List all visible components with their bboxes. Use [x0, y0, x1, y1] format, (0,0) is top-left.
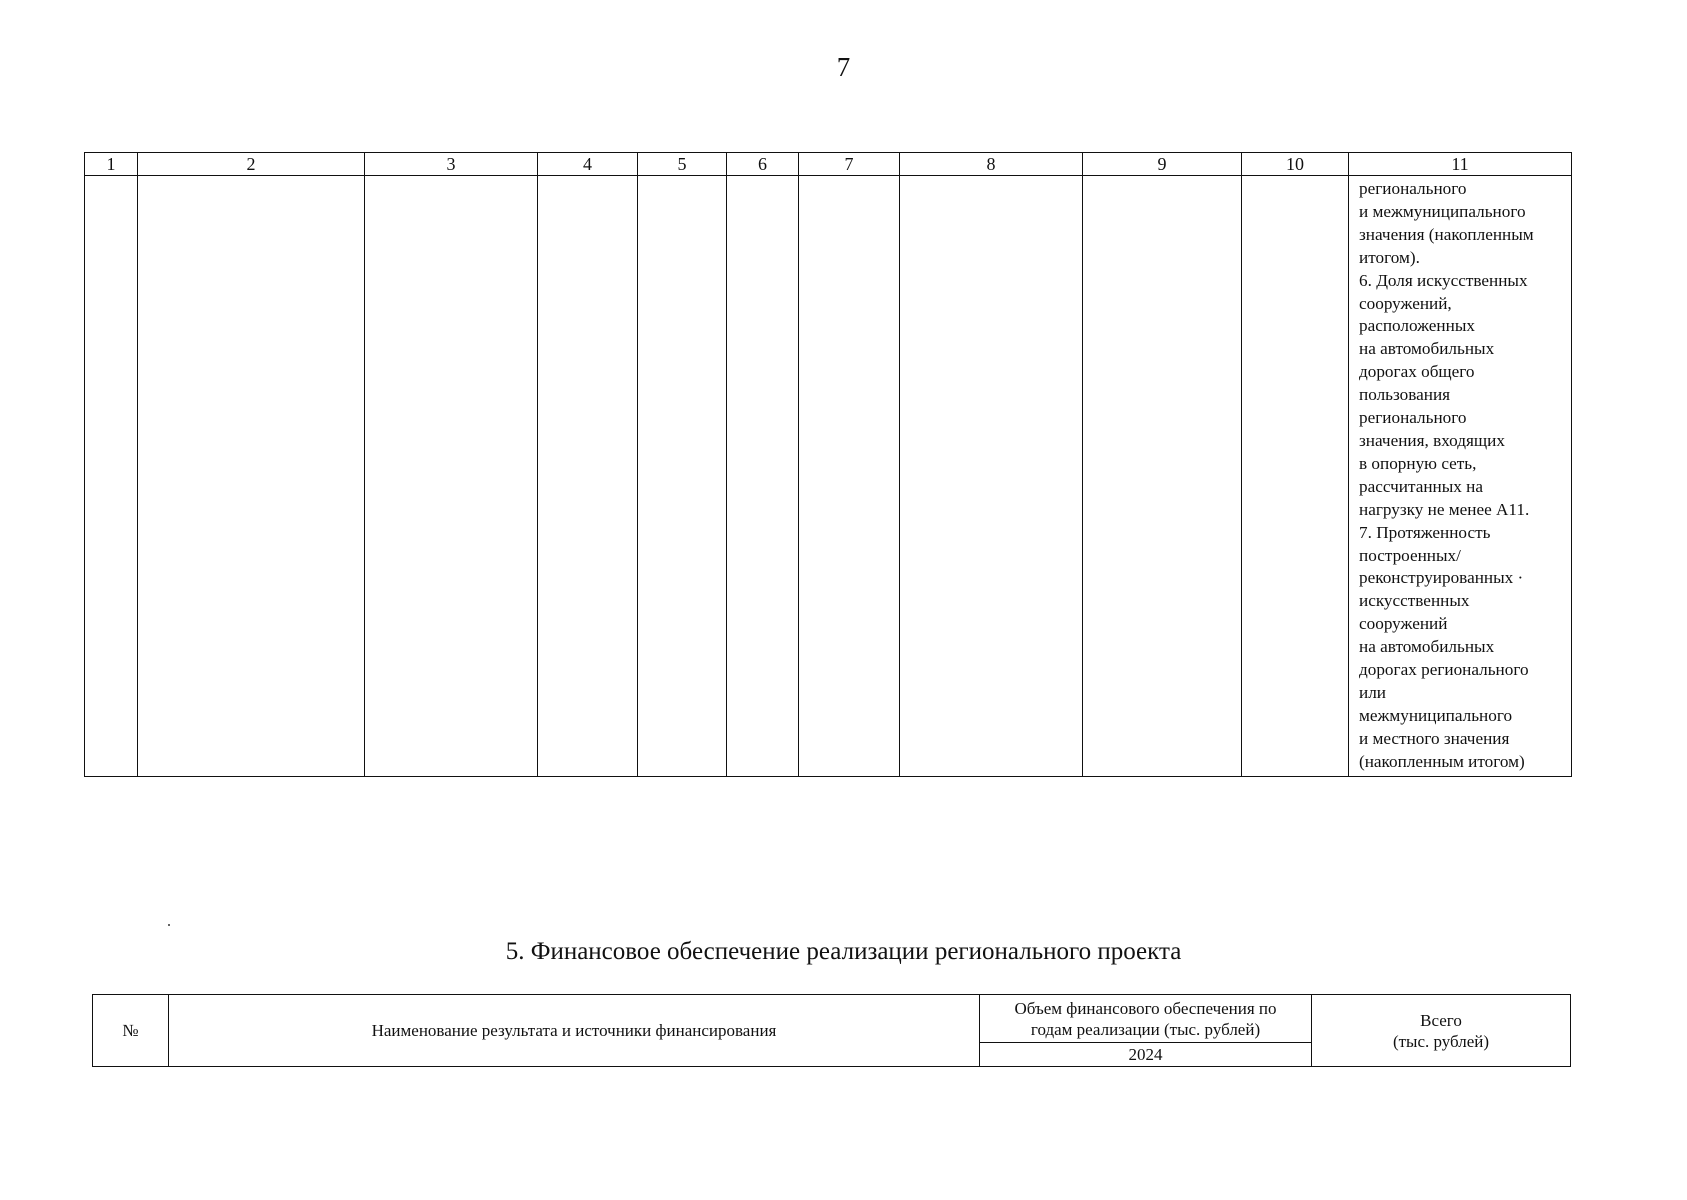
text-line: реконструированных · [1359, 568, 1524, 588]
cell-col-1 [85, 176, 138, 777]
results-table-continuation [84, 152, 1572, 777]
column-number-5: 5 [638, 153, 727, 176]
text-line: или [1359, 682, 1386, 702]
column-number-row [85, 153, 1572, 176]
indicator-text [1349, 176, 1571, 774]
total-header-line: (тыс. рублей) [1392, 1031, 1490, 1051]
financing-table [92, 994, 1571, 1067]
column-number-6: 6 [727, 153, 799, 176]
cell-col-10 [1242, 176, 1349, 777]
total-header-line: Всего [1420, 1010, 1462, 1030]
text-line: и местного значения [1359, 728, 1510, 748]
text-line: на автомобильных [1359, 637, 1495, 657]
text-line: 7. Протяженность [1359, 522, 1491, 542]
cell-col-5 [638, 176, 727, 777]
column-number-2: 2 [138, 153, 365, 176]
number-header: № [93, 995, 169, 1067]
column-number-11: 11 [1349, 153, 1572, 176]
column-number-10: 10 [1242, 153, 1349, 176]
text-line: искусственных [1359, 591, 1470, 611]
volume-header-line: Объем финансового обеспечения по [1014, 998, 1277, 1018]
cell-col-2 [138, 176, 365, 777]
column-number-1: 1 [85, 153, 138, 176]
text-line: сооружений [1359, 614, 1448, 634]
cell-col-6 [727, 176, 799, 777]
cell-col-11 [1349, 176, 1572, 777]
cell-col-9 [1083, 176, 1242, 777]
name-header: Наименование результата и источники финансирования [169, 995, 980, 1067]
text-line: регионального [1359, 408, 1467, 428]
volume-header-line: годам реализации (тыс. рублей) [1030, 1019, 1261, 1039]
text-line: и межмуниципального [1359, 201, 1526, 221]
table-row [85, 176, 1572, 777]
text-line: на автомобильных [1359, 339, 1495, 359]
text-line: сооружений, [1359, 293, 1452, 313]
section-title: 5. Финансовое обеспечение реализации регионального проекта [505, 938, 1182, 965]
cell-col-4 [538, 176, 638, 777]
total-header [1312, 995, 1571, 1067]
text-line: дорогах регионального [1359, 660, 1529, 680]
text-line: в опорную сеть, [1359, 453, 1477, 473]
text-line: значения, входящих [1359, 430, 1505, 450]
text-line: 6. Доля искусственных [1359, 270, 1528, 290]
column-number-3: 3 [365, 153, 538, 176]
text-line: значения (накопленным [1359, 224, 1534, 244]
stray-dot [168, 924, 170, 926]
column-number-8: 8 [900, 153, 1083, 176]
text-line: (накопленным итогом) [1359, 751, 1525, 771]
column-number-9: 9 [1083, 153, 1242, 176]
text-line: дорогах общего [1359, 362, 1475, 382]
text-line: регионального [1359, 179, 1467, 198]
year-header: 2024 [980, 1043, 1312, 1067]
text-line: межмуниципального [1359, 705, 1513, 725]
volume-header [980, 995, 1312, 1043]
column-number-4: 4 [538, 153, 638, 176]
text-line: рассчитанных на [1359, 476, 1483, 496]
text-line: построенных/ [1359, 545, 1461, 565]
text-line: расположенных [1359, 316, 1475, 336]
cell-col-8 [900, 176, 1083, 777]
cell-col-3 [365, 176, 538, 777]
column-number-7: 7 [799, 153, 900, 176]
text-line: пользования [1359, 385, 1451, 405]
text-line: нагрузку не менее А11. [1359, 499, 1530, 519]
page-number: 7 [836, 52, 851, 82]
text-line: итогом). [1359, 247, 1420, 267]
financing-header-row [93, 995, 1571, 1043]
cell-col-7 [799, 176, 900, 777]
